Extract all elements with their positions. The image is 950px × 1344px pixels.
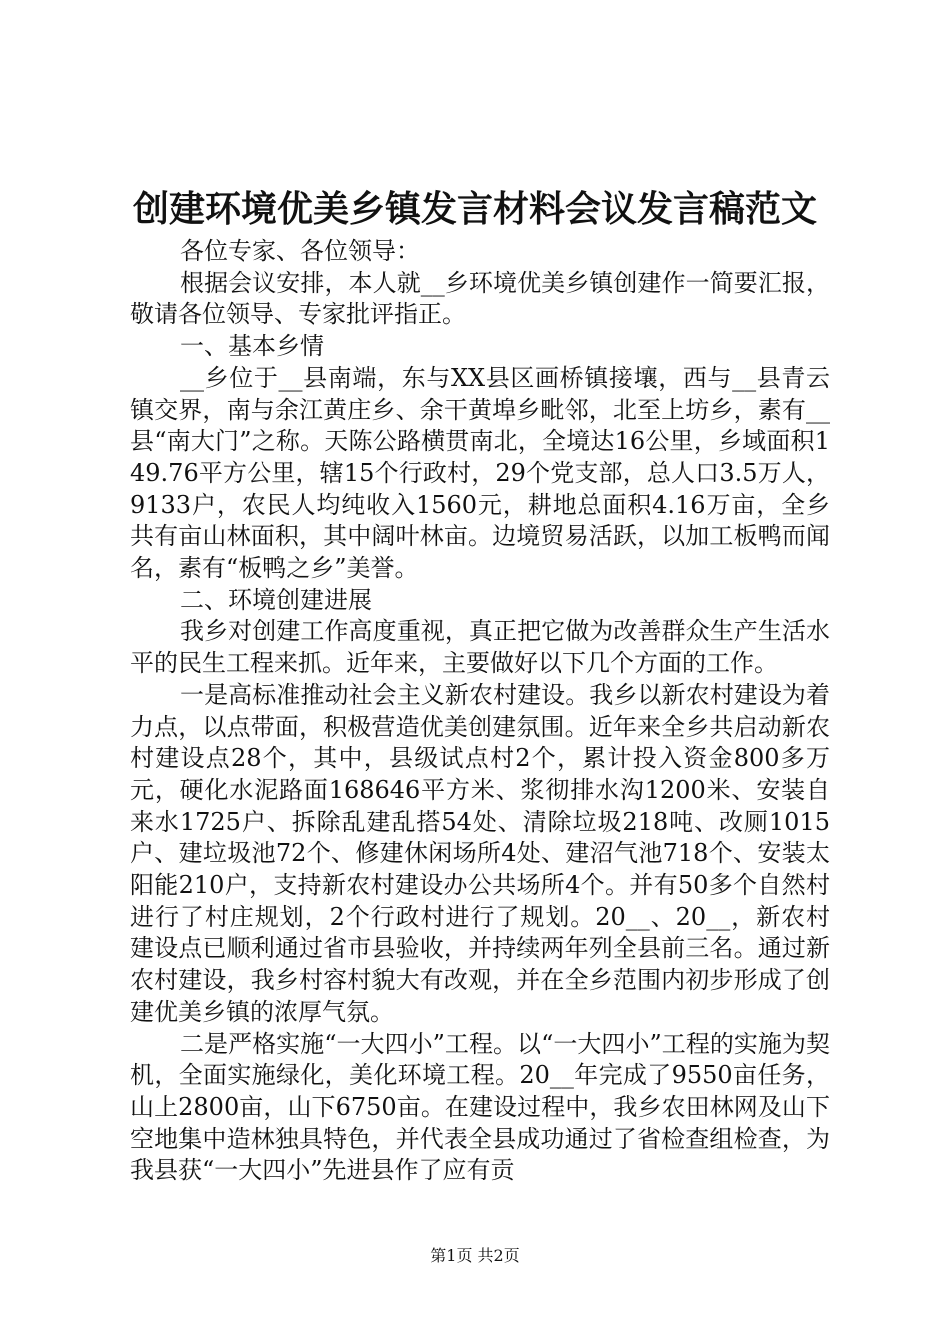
document-title: 创建环境优美乡镇发言材料会议发言稿范文 <box>132 188 817 230</box>
document-body <box>130 236 830 1187</box>
greening-paragraph: 二是严格实施“一大四小”工程。以“一大四小”工程的实施为契机，全面实施绿化，美化环境工程。20__年完成了9550亩任务，山上2800亩，山下6750亩。在建设过程中，我乡农田林网及山下空地集中造林独具特色，并代表全县成功通过了省检查组检查，为我县获“一大四小”先进县作了应有贡 <box>130 1029 830 1185</box>
progress-intro-paragraph: 我乡对创建工作高度重视，真正把它做为改善群众生产生活水平的民生工程来抓。近年来，主要做好以下几个方面的工作。 <box>130 617 830 678</box>
basic-info-paragraph: __乡位于__县南端，东与XX县区画桥镇接壤，西与__县青云镇交界，南与余江黄庄乡、余干黄埠乡毗邻，北至上坊乡，素有__县“南大门”之称。天陈公路横贯南北，全境达16公里，乡域面积149.76平方公里，辖15个行政村，29个党支部，总人口3.5万人，9133户，农民人均纯收入1560元，耕地总面积4.16万亩，全乡共有亩山林面积，其中阔叶林亩。边境贸易活跃，以加工板鸭而闻名，素有“板鸭之乡”美誉。 <box>130 363 830 583</box>
new-village-paragraph: 一是高标准推动社会主义新农村建设。我乡以新农村建设为着力点，以点带面，积极营造优美创建氛围。近年来全乡共启动新农村建设点28个，其中，县级试点村2个，累计投入资金800多万元，硬化水泥路面168646平方米、浆彻排水沟1200米、安装自来水1725户、拆除乱建乱搭54处、清除垃圾218吨、改厕1015户、建垃圾池72个、修建休闲场所4处、建沼气池718个、安装太阳能210户，支持新农村建设办公共场所4个。并有50多个自然村进行了村庄规划，2个行政村进行了规划。20__、20__，新农村建设点已顺利通过省市县验收，并持续两年列全县前三名。通过新农村建设，我乡村容村貌大有改观，并在全乡范围内初步形成了创建优美乡镇的浓厚气氛。 <box>130 680 830 1026</box>
page-number-footer: 第1页 共2页 <box>430 1246 520 1265</box>
section-heading-progress: 二、环境创建进展 <box>180 585 372 614</box>
section-heading-basic-info: 一、基本乡情 <box>180 332 324 361</box>
salutation: 各位专家、各位领导： <box>180 237 420 265</box>
intro-paragraph: 根据会议安排，本人就__乡环境优美乡镇创建作一简要汇报，敬请各位领导、专家批评指正。 <box>130 268 830 329</box>
